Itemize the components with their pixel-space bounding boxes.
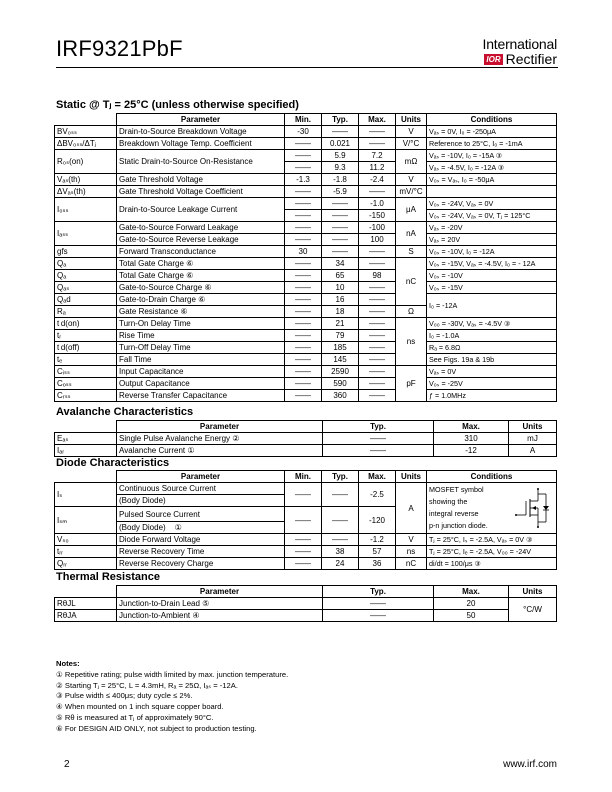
min-cell: —— xyxy=(285,330,322,342)
table-row xyxy=(55,433,557,445)
table-row xyxy=(55,378,557,390)
part-number-title: IRF9321PbF xyxy=(56,36,183,61)
units-cell: V xyxy=(396,126,427,138)
min-cell: —— xyxy=(285,270,322,282)
symbol-cell: Qₐ xyxy=(55,270,117,282)
min-cell: 30 xyxy=(285,246,322,258)
typ-cell: —— xyxy=(322,198,359,210)
parameter-cell: Rise Time xyxy=(117,330,285,342)
typ-cell: 38 xyxy=(322,546,359,558)
max-cell: -12 xyxy=(434,445,509,457)
thermal-section-title: Thermal Resistance xyxy=(56,571,160,583)
typ-cell: 5.9 xyxy=(322,150,359,162)
header-typ: Typ. xyxy=(323,586,434,598)
note-item: ① Repetitive rating; pulse width limited by max. junction temperature. xyxy=(56,669,289,679)
avalanche-header-row xyxy=(55,421,557,433)
table-row xyxy=(55,234,557,246)
symbol-cell: tᵣᵣ xyxy=(55,546,117,558)
parameter-cell: Diode Forward Voltage xyxy=(117,534,285,546)
units-cell: V xyxy=(396,534,427,546)
table-row xyxy=(55,150,557,162)
typ-cell: —— xyxy=(322,222,359,234)
min-cell: —— xyxy=(285,258,322,270)
header-max: Max. xyxy=(434,586,509,598)
diode-section-title: Diode Characteristics xyxy=(56,457,170,469)
conditions-cell: di/dt = 100/μs ③ xyxy=(427,558,557,570)
parameter-cell: Gate-to-Drain Charge ⑥ xyxy=(117,294,285,306)
condition-line: MOSFET symbol xyxy=(429,485,484,494)
note-item: ④ When mounted on 1 inch square copper board. xyxy=(56,702,224,712)
parameter-cell: Reverse Transfer Capacitance xyxy=(117,390,285,402)
typ-cell: -1.8 xyxy=(322,174,359,186)
max-cell: —— xyxy=(359,258,396,270)
table-row xyxy=(55,222,557,234)
max-cell: —— xyxy=(359,306,396,318)
symbol-cell: Iₐᵣ xyxy=(55,445,117,457)
symbol-cell: Vₛ₀ xyxy=(55,534,117,546)
conditions-cell: V₀ₛ = -15V, Vₐₛ = -4.5V, I₀ = - 12A xyxy=(427,258,557,270)
typ-cell: -5.9 xyxy=(322,186,359,198)
diode-table xyxy=(54,470,557,570)
typ-cell: 65 xyxy=(322,270,359,282)
conditions-cell: Tⱼ = 25°C, Iₛ = -2.5A, Vₐₛ = 0V ③ xyxy=(427,534,557,546)
parameter-cell: Avalanche Current ① xyxy=(117,445,323,457)
parameter-cell: Output Capacitance xyxy=(117,378,285,390)
header-typ: Typ. xyxy=(323,421,434,433)
units-cell: nC xyxy=(396,258,427,306)
max-cell: —— xyxy=(359,186,396,198)
table-row xyxy=(55,546,557,558)
symbol-cell: Qₐd xyxy=(55,294,117,306)
max-cell: -2.4 xyxy=(359,174,396,186)
parameter-cell: Gate-to-Source Charge ⑥ xyxy=(117,282,285,294)
max-cell: -1.2 xyxy=(359,534,396,546)
symbol-cell: Cᵣₛₛ xyxy=(55,390,117,402)
max-cell: -100 xyxy=(359,222,396,234)
conditions-cell: See Figs. 19a & 19b xyxy=(427,354,557,366)
header-parameter: Parameter xyxy=(117,586,323,598)
symbol-cell: Qₐ xyxy=(55,258,117,270)
max-cell: 11.2 xyxy=(359,162,396,174)
parameter-cell: (Body Diode) xyxy=(117,495,285,507)
table-row xyxy=(55,390,557,402)
table-row xyxy=(55,126,557,138)
min-cell: -1.3 xyxy=(285,174,322,186)
conditions-cell: Tⱼ = 25°C, Iₑ = -2.5A, V₀₀ = -24V xyxy=(427,546,557,558)
condition-line: integral reverse xyxy=(429,509,479,518)
typ-cell: 0.021 xyxy=(322,138,359,150)
parameter-cell xyxy=(117,522,285,534)
table-row xyxy=(55,246,557,258)
symbol-cell: Qₐₛ xyxy=(55,282,117,294)
max-cell: —— xyxy=(359,294,396,306)
conditions-cell: I₀ = -1.0A xyxy=(427,330,557,342)
thermal-header-row xyxy=(55,586,557,598)
min-cell: —— xyxy=(285,507,322,534)
header-parameter: Parameter xyxy=(117,421,323,433)
max-cell: —— xyxy=(359,138,396,150)
note-ref: ① xyxy=(174,523,182,532)
note-item: ② Starting Tⱼ = 25°C, L = 4.3mH, Rₐ = 25Ω, Iₐₛ = -12A. xyxy=(56,680,238,690)
typ-cell: 185 xyxy=(322,342,359,354)
table-row xyxy=(55,610,557,622)
typ-cell: 10 xyxy=(322,282,359,294)
mosfet-symbol-cell xyxy=(427,483,557,534)
units-cell: mΩ xyxy=(396,150,427,174)
max-cell: —— xyxy=(359,366,396,378)
min-cell: —— xyxy=(285,378,322,390)
conditions-cell: V₀ₛ = -25V xyxy=(427,378,557,390)
typ-cell: —— xyxy=(322,507,359,534)
symbol-cell: ΔVₐₛ(th) xyxy=(55,186,117,198)
table-row xyxy=(55,354,557,366)
parameter-cell: Turn-On Delay Time xyxy=(117,318,285,330)
conditions-cell: Vₐₛ = 20V xyxy=(427,234,557,246)
max-cell: —— xyxy=(359,246,396,258)
table-row xyxy=(55,342,557,354)
units-cell: nC xyxy=(396,558,427,570)
notes-block xyxy=(56,659,288,735)
brand-line-1: International xyxy=(482,36,557,52)
header-units: Units xyxy=(396,114,427,126)
symbol-cell: Qᵣᵣ xyxy=(55,558,117,570)
table-row xyxy=(55,258,557,270)
static-header-row xyxy=(55,114,557,126)
min-cell: —— xyxy=(285,150,322,162)
max-cell: —— xyxy=(359,318,396,330)
units-cell: μA xyxy=(396,198,427,222)
units-cell: ns xyxy=(396,546,427,558)
table-row xyxy=(55,483,557,495)
min-cell: -30 xyxy=(285,126,322,138)
typ-cell: 34 xyxy=(322,258,359,270)
note-item: ③ Pulse width ≤ 400μs; duty cycle ≤ 2%. xyxy=(56,691,193,701)
diode-table-body xyxy=(55,534,557,570)
conditions-cell: V₀ₛ = -10V, I₀ = -12A xyxy=(427,246,557,258)
header-parameter: Parameter xyxy=(117,471,285,483)
parameter-cell: Forward Transconductance xyxy=(117,246,285,258)
parameter-cell: Total Gate Charge ⑥ xyxy=(117,258,285,270)
max-cell: —— xyxy=(359,342,396,354)
parameter-cell: Continuous Source Current xyxy=(117,483,285,495)
parameter-cell: Drain-to-Source Leakage Current xyxy=(117,198,285,222)
symbol-cell: Rₐ xyxy=(55,306,117,318)
parameter-cell: Reverse Recovery Charge xyxy=(117,558,285,570)
min-cell: —— xyxy=(285,558,322,570)
typ-cell: 16 xyxy=(322,294,359,306)
header-units: Units xyxy=(396,471,427,483)
condition-line: p-n junction diode. xyxy=(429,521,488,530)
conditions-cell: Rₐ = 6.8Ω xyxy=(427,342,557,354)
typ-cell: —— xyxy=(322,126,359,138)
conditions-cell: V₀ₛ = Vₐₛ, I₀ = -50μA xyxy=(427,174,557,186)
max-cell: 57 xyxy=(359,546,396,558)
header-parameter: Parameter xyxy=(117,114,285,126)
thermal-table xyxy=(54,585,557,622)
max-cell: 7.2 xyxy=(359,150,396,162)
min-cell: —— xyxy=(285,366,322,378)
typ-cell: —— xyxy=(323,610,434,622)
parameter-cell: Pulsed Source Current xyxy=(117,507,285,522)
table-row xyxy=(55,330,557,342)
table-row xyxy=(55,598,557,610)
symbol-cell: Iₛₘ xyxy=(55,507,117,534)
parameter-cell: Fall Time xyxy=(117,354,285,366)
max-cell: -2.5 xyxy=(359,483,396,507)
parameter-cell: Gate Threshold Voltage Coefficient xyxy=(117,186,285,198)
ior-logo-icon: IOR xyxy=(486,54,501,64)
max-cell: 36 xyxy=(359,558,396,570)
table-row xyxy=(55,294,557,306)
conditions-cell xyxy=(427,186,557,198)
parameter-text: (Body Diode) xyxy=(119,523,166,532)
conditions-cell: Reference to 25°C, I₀ = -1mA xyxy=(427,138,557,150)
conditions-cell: Vₐₛ = -4.5V, I₀ = -12A ③ xyxy=(427,162,557,174)
static-table-body xyxy=(55,126,557,402)
symbol-cell: Cₒₛₛ xyxy=(55,378,117,390)
parameter-cell: Junction-to-Ambient ④ xyxy=(117,610,323,622)
units-cell: A xyxy=(509,445,557,457)
typ-cell: —— xyxy=(322,534,359,546)
conditions-cell: Vₐₛ = -20V xyxy=(427,222,557,234)
symbol-cell: gfs xyxy=(55,246,117,258)
max-cell: 98 xyxy=(359,270,396,282)
typ-cell: 590 xyxy=(322,378,359,390)
symbol-cell: tₑ xyxy=(55,354,117,366)
symbol-cell: ΔBV₀ₛₛ/ΔTⱼ xyxy=(55,138,117,150)
header-blank xyxy=(55,114,117,126)
min-cell: —— xyxy=(285,534,322,546)
min-cell: —— xyxy=(285,198,322,210)
conditions-cell: I₀ = -12A xyxy=(427,294,557,318)
avalanche-table xyxy=(54,420,557,457)
conditions-cell: V₀₀ = -30V, Vₐₛ = -4.5V ③ xyxy=(427,318,557,330)
typ-cell: 145 xyxy=(322,354,359,366)
parameter-cell: Gate Threshold Voltage xyxy=(117,174,285,186)
typ-cell: 360 xyxy=(322,390,359,402)
table-row xyxy=(55,198,557,210)
header-units: Units xyxy=(509,421,557,433)
units-cell: A xyxy=(396,483,427,534)
notes-title: Notes: xyxy=(56,659,80,668)
symbol-cell: tᵣ xyxy=(55,330,117,342)
symbol-cell: RθJL xyxy=(55,598,117,610)
conditions-cell: V₀ₛ = -24V, Vₐₛ = 0V xyxy=(427,198,557,210)
units-cell: nA xyxy=(396,222,427,246)
condition-line: showing the xyxy=(429,497,468,506)
max-cell: —— xyxy=(359,378,396,390)
typ-cell: —— xyxy=(322,483,359,507)
header-units: Units xyxy=(509,586,557,598)
parameter-cell: Total Gate Charge ⑥ xyxy=(117,270,285,282)
max-cell: 50 xyxy=(434,610,509,622)
min-cell: —— xyxy=(285,546,322,558)
header-blank xyxy=(55,471,117,483)
units-cell: °C/W xyxy=(509,598,557,622)
max-cell: —— xyxy=(359,126,396,138)
max-cell: 310 xyxy=(434,433,509,445)
header-max: Max. xyxy=(359,114,396,126)
header-blank xyxy=(55,586,117,598)
min-cell: —— xyxy=(285,483,322,507)
table-row xyxy=(55,282,557,294)
parameter-cell: Turn-Off Delay Time xyxy=(117,342,285,354)
header-conditions: Conditions xyxy=(427,114,557,126)
units-cell: V/°C xyxy=(396,138,427,150)
table-row xyxy=(55,186,557,198)
typ-cell: 2590 xyxy=(322,366,359,378)
brand-line-2: Rectifier xyxy=(505,51,557,67)
note-item: ⑥ For DESIGN AID ONLY, not subject to production testing. xyxy=(56,723,257,733)
conditions-cell: V₀ₛ = -15V xyxy=(427,282,557,294)
parameter-cell: Gate-to-Source Forward Leakage xyxy=(117,222,285,234)
note-item: ⑤ Rθ is measured at Tⱼ of approximately 90°C. xyxy=(56,712,214,722)
conditions-cell: ƒ = 1.0MHz xyxy=(427,390,557,402)
parameter-cell: Input Capacitance xyxy=(117,366,285,378)
units-cell: ns xyxy=(396,318,427,366)
symbol-cell: Iₛ xyxy=(55,483,117,507)
typ-cell: 79 xyxy=(322,330,359,342)
units-cell: V xyxy=(396,174,427,186)
header-min: Min. xyxy=(285,471,322,483)
max-cell: 100 xyxy=(359,234,396,246)
symbol-cell: BV₀ₛₛ xyxy=(55,126,117,138)
avalanche-section-title: Avalanche Characteristics xyxy=(56,406,194,418)
static-section-title: Static @ Tⱼ = 25°C (unless otherwise specified) xyxy=(56,99,299,111)
header-typ: Typ. xyxy=(322,114,359,126)
max-cell: -150 xyxy=(359,210,396,222)
symbol-cell: Vₐₛ(th) xyxy=(55,174,117,186)
max-cell: 20 xyxy=(434,598,509,610)
symbol-cell: Iₐₛₛ xyxy=(55,222,117,246)
max-cell: —— xyxy=(359,330,396,342)
typ-cell: 9.3 xyxy=(322,162,359,174)
min-cell: —— xyxy=(285,162,322,174)
parameter-cell: Junction-to-Drain Lead ⑤ xyxy=(117,598,323,610)
footer-url[interactable]: www.irf.com xyxy=(503,759,557,770)
min-cell: —— xyxy=(285,306,322,318)
typ-cell: —— xyxy=(323,445,434,457)
max-cell: —— xyxy=(359,390,396,402)
min-cell: —— xyxy=(285,342,322,354)
units-cell: pF xyxy=(396,366,427,402)
min-cell: —— xyxy=(285,294,322,306)
min-cell: —— xyxy=(285,282,322,294)
typ-cell: 18 xyxy=(322,306,359,318)
conditions-cell: Vₐₛ = 0V xyxy=(427,366,557,378)
parameter-cell: Static Drain-to-Source On-Resistance xyxy=(117,150,285,174)
min-cell: —— xyxy=(285,234,322,246)
min-cell: —— xyxy=(285,138,322,150)
symbol-cell: t d(on) xyxy=(55,318,117,330)
header-min: Min. xyxy=(285,114,322,126)
typ-cell: —— xyxy=(323,598,434,610)
table-row xyxy=(55,445,557,457)
parameter-cell: Breakdown Voltage Temp. Coefficient xyxy=(117,138,285,150)
table-row xyxy=(55,534,557,546)
symbol-cell: R₀ₛ(on) xyxy=(55,150,117,174)
conditions-cell: Vₐₛ = -10V, I₀ = -15A ③ xyxy=(427,150,557,162)
table-row xyxy=(55,174,557,186)
min-cell: —— xyxy=(285,390,322,402)
conditions-cell: Vₐₛ = 0V, I₀ = -250μA xyxy=(427,126,557,138)
max-cell: -1.0 xyxy=(359,198,396,210)
units-cell: S xyxy=(396,246,427,258)
units-cell: Ω xyxy=(396,306,427,318)
units-cell: mV/°C xyxy=(396,186,427,198)
header-max: Max. xyxy=(434,421,509,433)
min-cell: —— xyxy=(285,354,322,366)
static-table xyxy=(54,113,557,402)
table-row xyxy=(55,138,557,150)
brand-logo xyxy=(483,36,557,67)
parameter-cell: Drain-to-Source Breakdown Voltage xyxy=(117,126,285,138)
header-rule xyxy=(56,67,558,68)
conditions-cell: V₀ₛ = -24V, Vₐₛ = 0V, Tⱼ = 125°C xyxy=(427,210,557,222)
typ-cell: —— xyxy=(322,234,359,246)
typ-cell: 21 xyxy=(322,318,359,330)
min-cell: —— xyxy=(285,222,322,234)
symbol-cell: Eₐₛ xyxy=(55,433,117,445)
min-cell: —— xyxy=(285,186,322,198)
table-row xyxy=(55,558,557,570)
min-cell: —— xyxy=(285,210,322,222)
symbol-cell: I₀ₛₛ xyxy=(55,198,117,222)
symbol-cell: RθJA xyxy=(55,610,117,622)
table-row xyxy=(55,270,557,282)
typ-cell: —— xyxy=(322,246,359,258)
parameter-cell: Reverse Recovery Time xyxy=(117,546,285,558)
page-number: 2 xyxy=(64,759,70,770)
mosfet-symbol-icon xyxy=(512,487,552,529)
symbol-cell: Cᵢₛₛ xyxy=(55,366,117,378)
parameter-cell: Gate-to-Source Reverse Leakage xyxy=(117,234,285,246)
min-cell: —— xyxy=(285,318,322,330)
conditions-cell: V₀ₛ = -10V xyxy=(427,270,557,282)
diode-header-row xyxy=(55,471,557,483)
max-cell: —— xyxy=(359,282,396,294)
table-row xyxy=(55,366,557,378)
parameter-cell: Single Pulse Avalanche Energy ② xyxy=(117,433,323,445)
units-cell: mJ xyxy=(509,433,557,445)
typ-cell: —— xyxy=(323,433,434,445)
header-blank xyxy=(55,421,117,433)
header-conditions: Conditions xyxy=(427,471,557,483)
typ-cell: 24 xyxy=(322,558,359,570)
table-row xyxy=(55,318,557,330)
typ-cell: —— xyxy=(322,210,359,222)
max-cell: —— xyxy=(359,354,396,366)
header-typ: Typ. xyxy=(322,471,359,483)
max-cell: -120 xyxy=(359,507,396,534)
symbol-cell: t d(off) xyxy=(55,342,117,354)
header-max: Max. xyxy=(359,471,396,483)
parameter-cell: Gate Resistance ⑥ xyxy=(117,306,285,318)
